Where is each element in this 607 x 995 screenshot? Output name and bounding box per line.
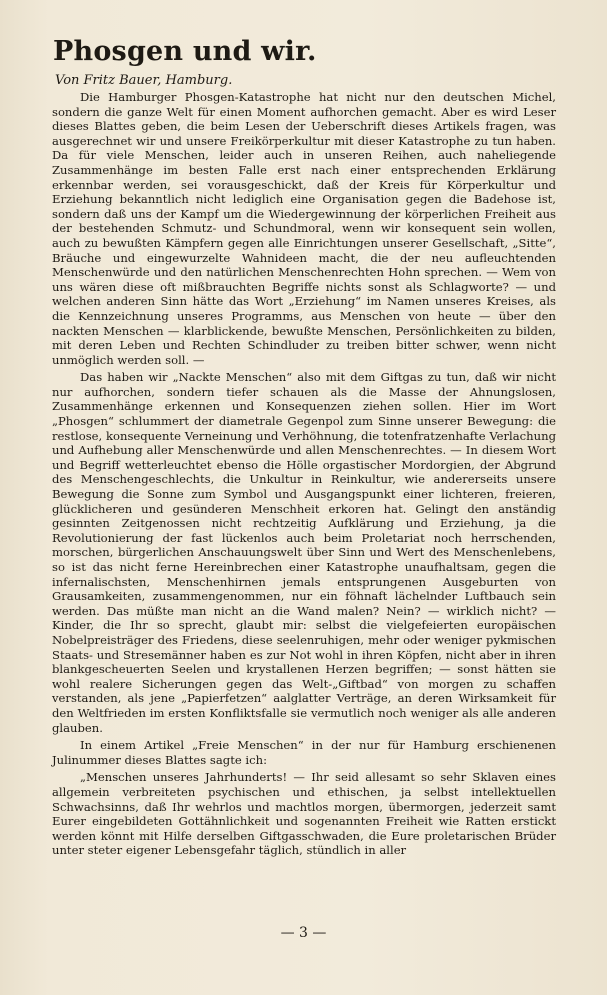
article-body [52, 90, 556, 861]
paragraph-4-quote: „Menschen unseres Jahrhunderts! — Ihr seid allesamt so sehr Sklaven eines allgemein verbreiteten psychischen und ethischen, ja selbst intellektuellen Schwachsinns, daß Ihr wehrlos und machtlos morgen, übermorgen, jederzeit samt Eurer eingebildeten Gottähnlichkeit und sogenannten Freiheit wie Ratten erstickt werden könnt mit Hilfe derselben Giftgasschwaden, die Eure proletarischen Brüder unter steter eigener Lebensgefahr täglich, stündlich in aller [52, 770, 556, 858]
paragraph-3: In einem Artikel „Freie Menschen“ in der nur für Hamburg erschienenen Julinummer dieses Blattes sagte ich: [52, 738, 556, 767]
paragraph-1: Die Hamburger Phosgen-Katastrophe hat nicht nur den deutschen Michel, sondern die ganze Welt für einen Moment aufhorchen gemacht. Aber es wird Leser dieses Blattes geben, die beim Lesen der Ueberschrift dieses Artikels fragen, was ausgerechnet wir und unsere Freikörperkultur mit dieser Katastrophe zu tun haben. Da für viele Menschen, leider auch in unseren Reihen, auch naheliegende Zusammenhänge im besten Falle erst nach einer entsprechenden Erklärung erkennbar werden, sei vorausgeschickt, daß der Kreis für Körperkultur und Erziehung bekanntlich nicht lediglich eine Organisation gegen die Badehose ist, sondern daß uns der Kampf um die Wiedergewinnung der körperlichen Freiheit aus der bestehenden Schmutz- und Schundmoral, wenn wir konsequent sein wollen, auch zu bewußten Kämpfern gegen alle Einrichtungen unserer Gesellschaft, „Sitte“, Bräuche und eingewurzelte Wahnideen macht, die der neu aufleuchtenden Menschenwürde und den natürlichen Menschenrechten Hohn sprechen. — Wem von uns wären diese oft mißbrauchten Begriffe nichts sonst als Schlagworte? — und welchen anderen Sinn hätte das Wort „Erziehung“ im Namen unseres Kreises, als die Kennzeichnung unseres Programms, aus Menschen von heute — über den nackten Menschen — klarblickende, bewußte Menschen, Persönlichkeiten zu bilden, mit deren Leben und Rechten Schindluder zu treiben bitter schwer, wenn nicht unmöglich werden soll. — [52, 90, 556, 367]
paragraph-2: Das haben wir „Nackte Menschen“ also mit dem Giftgas zu tun, daß wir nicht nur aufhorchen, sondern tiefer schauen als die Masse der Ahnungslosen, Zusammenhänge erkennen und Konsequenzen ziehen sollen. Hier im Wort „Phosgen“ schlummert der diametrale Gegenpol zum Sinne unserer Bewegung: die restlose, konsequente Verneinung und Verhöhnung, die totenfratzenhafte Verlachung und Aufhebung aller Menschenwürde und allen Menschenrechtes. — In diesem Wort und Begriff wetterleuchtet ebenso die Hölle orgastischer Mordorgien, der Abgrund des Menschengeschlechts, die Unkultur in Reinkultur, wie andererseits unsere Bewegung die Sonne zum Symbol und Ausgangspunkt einer lichteren, freieren, glücklicheren und gesünderen Menschheit erkoren hat. Gelingt den anständig gesinnten Zeitgenossen nicht rechtzeitig Aufklärung und Erziehung, ja die Revolutionierung der fast lückenlos auch beim Proletariat noch herrschenden, morschen, bürgerlichen Anschauungswelt über Sinn und Wert des Menschenlebens, so ist das nicht ferne Hereinbrechen einer Katastrophe unaufhaltsam, gegen die infernalischsten, Menschenhirnen jemals entsprungenen Ausgeburten von Grausamkeiten, zusammengenommen, nur ein föhnaft lächelnder Luftbauch sein werden. Das müßte man nicht an die Wand malen? Nein? — wirklich nicht? — Kinder, die Ihr so sprecht, glaubt mir: selbst die vielgefeierten europäischen Nobelpreisträger des Friedens, diese seelenruhigen, mehr oder weniger pykmischen Staats- und Stresemänner haben es zur Not wohl in ihren Köpfen, nicht aber in ihren blankgescheuerten Seelen und krystallenen Herzen begriffen; — sonst hätten sie wohl realere Sicherungen gegen das Welt-„Giftbad“ von morgen zu schaffen verstanden, als jene „Papierfetzen“ aalglatter Verträge, an deren Wirksamkeit für den Weltfrieden im ersten Konfliktsfalle sie vermutlich noch weniger als alle anderen glauben. [52, 370, 556, 735]
article-title: Phosgen und wir. [53, 36, 317, 67]
page-number: — 3 — [280, 925, 327, 941]
article-byline: Von Fritz Bauer, Hamburg. [55, 73, 233, 88]
